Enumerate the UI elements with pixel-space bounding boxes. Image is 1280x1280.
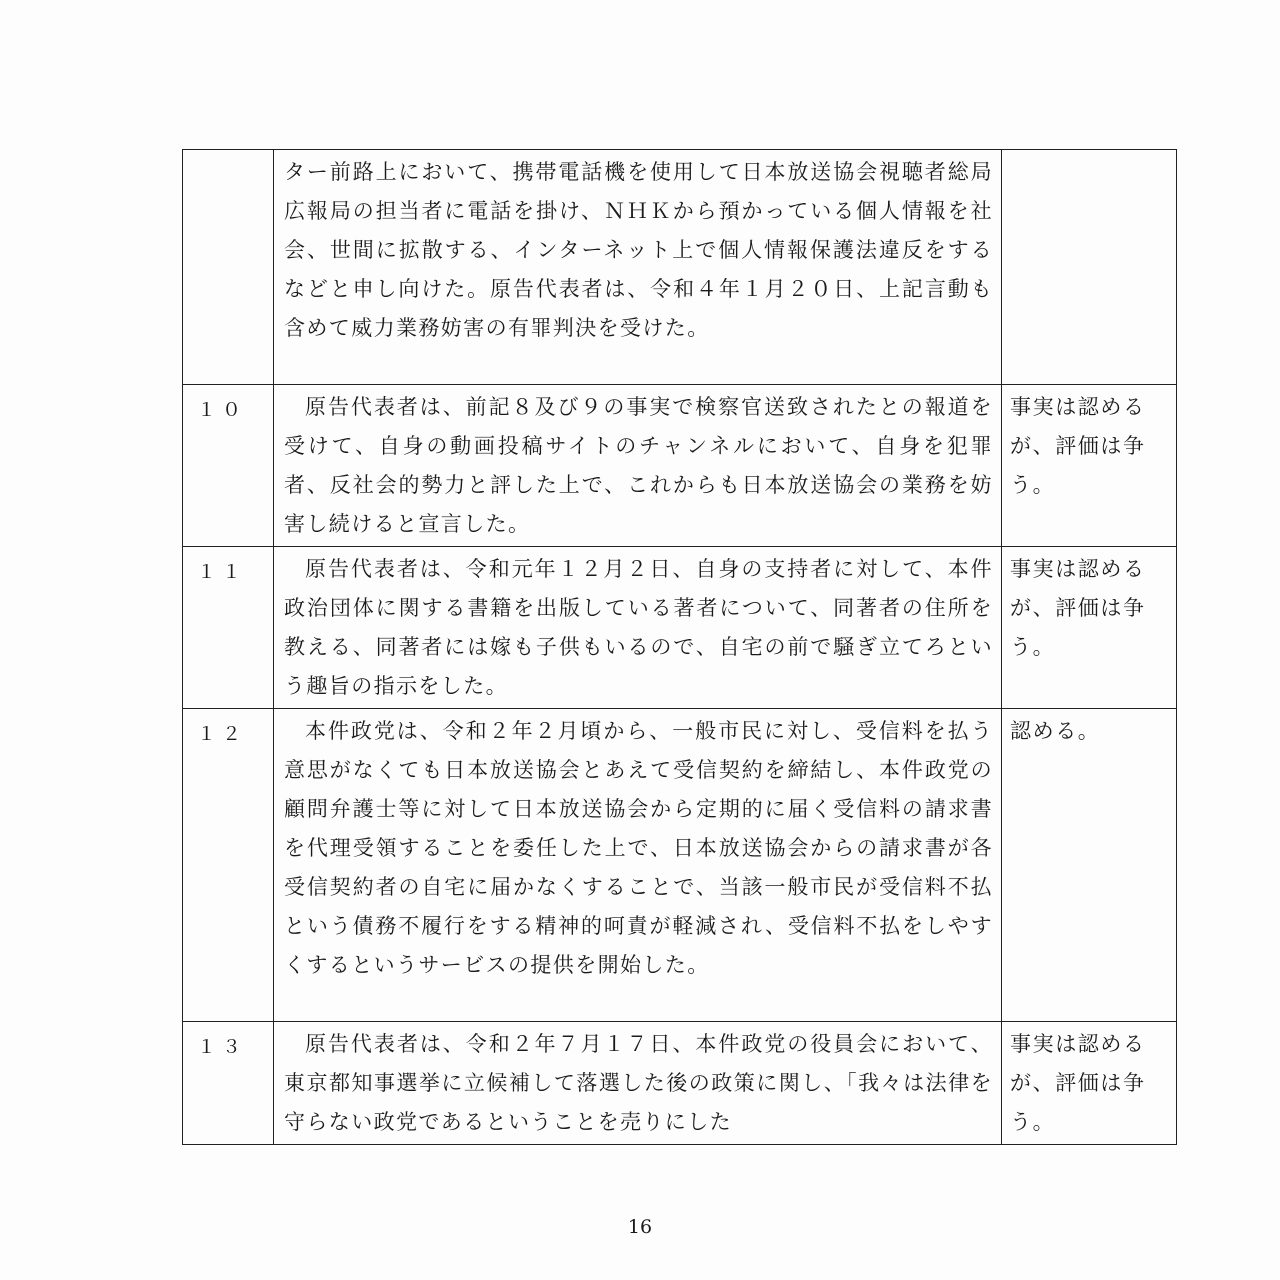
row-number-cell <box>183 385 274 547</box>
row-text-cell <box>274 150 1002 385</box>
row-number: １０ <box>197 399 248 421</box>
row-number: １２ <box>197 723 248 745</box>
row-evaluation-cell <box>1002 709 1177 1022</box>
row-evaluation-cell <box>1002 547 1177 709</box>
row-number-cell <box>183 547 274 709</box>
row-evaluation-cell <box>1002 385 1177 547</box>
row-text: 本件政党は、令和２年２月頃から、一般市民に対し、受信料を払う意思がなくても日本放送協会とあえて受信契約を締結し、本件政党の顧問弁護士等に対して日本放送協会から定期的に届く受信料の請求書を代理受領することを委任した上で、日本放送協会からの請求書が各受信契約者の自宅に届かなくすることで、当該一般市民が受信料不払という債務不履行をする精神的呵責が軽減され、受信料不払をしやすくするというサービスの提供を開始した。 <box>284 719 993 977</box>
row-text: 原告代表者は、令和２年７月１７日、本件政党の役員会において、東京都知事選挙に立候補して落選した後の政策に関し、「我々は法律を守らない政党であるということを売りにした <box>284 1032 994 1134</box>
table-row <box>183 385 1177 547</box>
row-evaluation: 事実は認めるが、評価は争う。 <box>1010 557 1146 659</box>
row-evaluation: 事実は認めるが、評価は争う。 <box>1010 1032 1146 1134</box>
row-number <box>183 150 273 160</box>
row-evaluation: 認める。 <box>1010 719 1101 743</box>
row-number-cell <box>183 1022 274 1145</box>
facts-table <box>182 149 1177 1145</box>
row-number-cell <box>183 150 274 385</box>
page-number: 16 <box>627 1216 653 1238</box>
table-row <box>183 150 1177 385</box>
row-evaluation-cell <box>1002 1022 1177 1145</box>
row-number-cell <box>183 709 274 1022</box>
row-number: １１ <box>197 561 248 583</box>
table-row <box>183 1022 1177 1145</box>
row-text-cell <box>274 1022 1002 1145</box>
row-text: ター前路上において、携帯電話機を使用して日本放送協会視聴者総局広報局の担当者に電話を掛け、ＮＨＫから預かっている個人情報を社会、世間に拡散する、インターネット上で個人情報保護法違反をするなどと申し向けた。原告代表者は、令和４年１月２０日、上記言動も含めて威力業務妨害の有罪判決を受けた。 <box>284 160 993 340</box>
table-row <box>183 709 1177 1022</box>
row-text-cell <box>274 709 1002 1022</box>
row-text: 原告代表者は、前記８及び９の事実で検察官送致されたとの報道を受けて、自身の動画投稿サイトのチャンネルにおいて、自身を犯罪者、反社会的勢力と評した上で、これからも日本放送協会の業務を妨害し続けると宣言した。 <box>284 395 993 536</box>
row-text-cell <box>274 385 1002 547</box>
row-evaluation-cell <box>1002 150 1177 385</box>
table-row <box>183 547 1177 709</box>
row-number: １３ <box>197 1036 248 1058</box>
row-text: 原告代表者は、令和元年１２月２日、自身の支持者に対して、本件政治団体に関する書籍を出版している著者について、同著者の住所を教える、同著者には嫁も子供もいるので、自宅の前で騒ぎ立てろという趣旨の指示をした。 <box>284 557 993 698</box>
row-evaluation <box>1002 150 1176 153</box>
row-text-cell <box>274 547 1002 709</box>
row-evaluation: 事実は認めるが、評価は争う。 <box>1010 395 1146 497</box>
